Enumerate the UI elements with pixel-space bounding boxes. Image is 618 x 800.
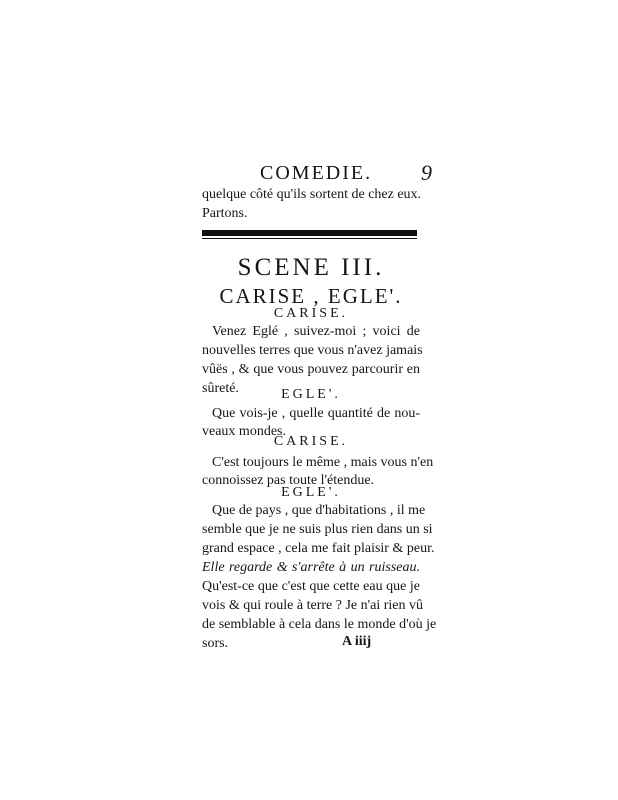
dialogue-line: Qu'est-ce que c'est que cette eau que je xyxy=(202,579,420,594)
speaker-name: CARISE. xyxy=(273,434,349,449)
text-line: quelque côté qu'ils sortent de chez eux. xyxy=(202,187,422,202)
dialogue-line: semble que je ne suis plus rien dans un si xyxy=(202,522,433,537)
dialogue-line: sûreté. xyxy=(202,381,239,396)
dialogue-line: Venez Eglé , suivez-moi ; voici de xyxy=(212,324,420,339)
dialogue-line: vois & qui roule à terre ? Je n'ai rien vû xyxy=(202,598,424,613)
speaker-name: EGLE'. xyxy=(281,485,341,500)
signature-mark: A iiij xyxy=(342,634,372,649)
running-title: COMEDIE. xyxy=(260,162,373,184)
dialogue-line: vûës , & que vous pouvez parcourir en xyxy=(202,362,420,377)
dialogue-line: connoissez pas toute l'étendue. xyxy=(202,473,375,488)
dialogue-line: Que de pays , que d'habitations , il me xyxy=(212,503,426,518)
dialogue-line: nouvelles terres que vous n'avez jamais xyxy=(202,343,423,358)
dialogue-line: de semblable à cela dans le monde d'où je xyxy=(202,617,437,632)
speaker-name: EGLE'. xyxy=(281,387,341,402)
dialogue-line: sors. xyxy=(202,636,229,651)
page-number: 9 xyxy=(421,160,432,185)
text-line: Partons. xyxy=(202,206,248,221)
dialogue-line: veaux mondes. xyxy=(202,424,286,439)
dialogue-line: Que vois-je , quelle quantité de nou- xyxy=(212,406,420,421)
scene-characters: CARISE , EGLE'. xyxy=(219,284,403,308)
ornamental-rule xyxy=(202,230,417,240)
speaker-name: CARISE. xyxy=(273,306,349,321)
dialogue-line: C'est toujours le même , mais vous n'en xyxy=(212,455,434,470)
scene-title: SCENE III. xyxy=(237,254,385,281)
dialogue-line: grand espace , cela me fait plaisir & peur. xyxy=(202,541,435,556)
stage-direction: Elle regarde & s'arrête à un ruisseau. xyxy=(202,560,420,575)
